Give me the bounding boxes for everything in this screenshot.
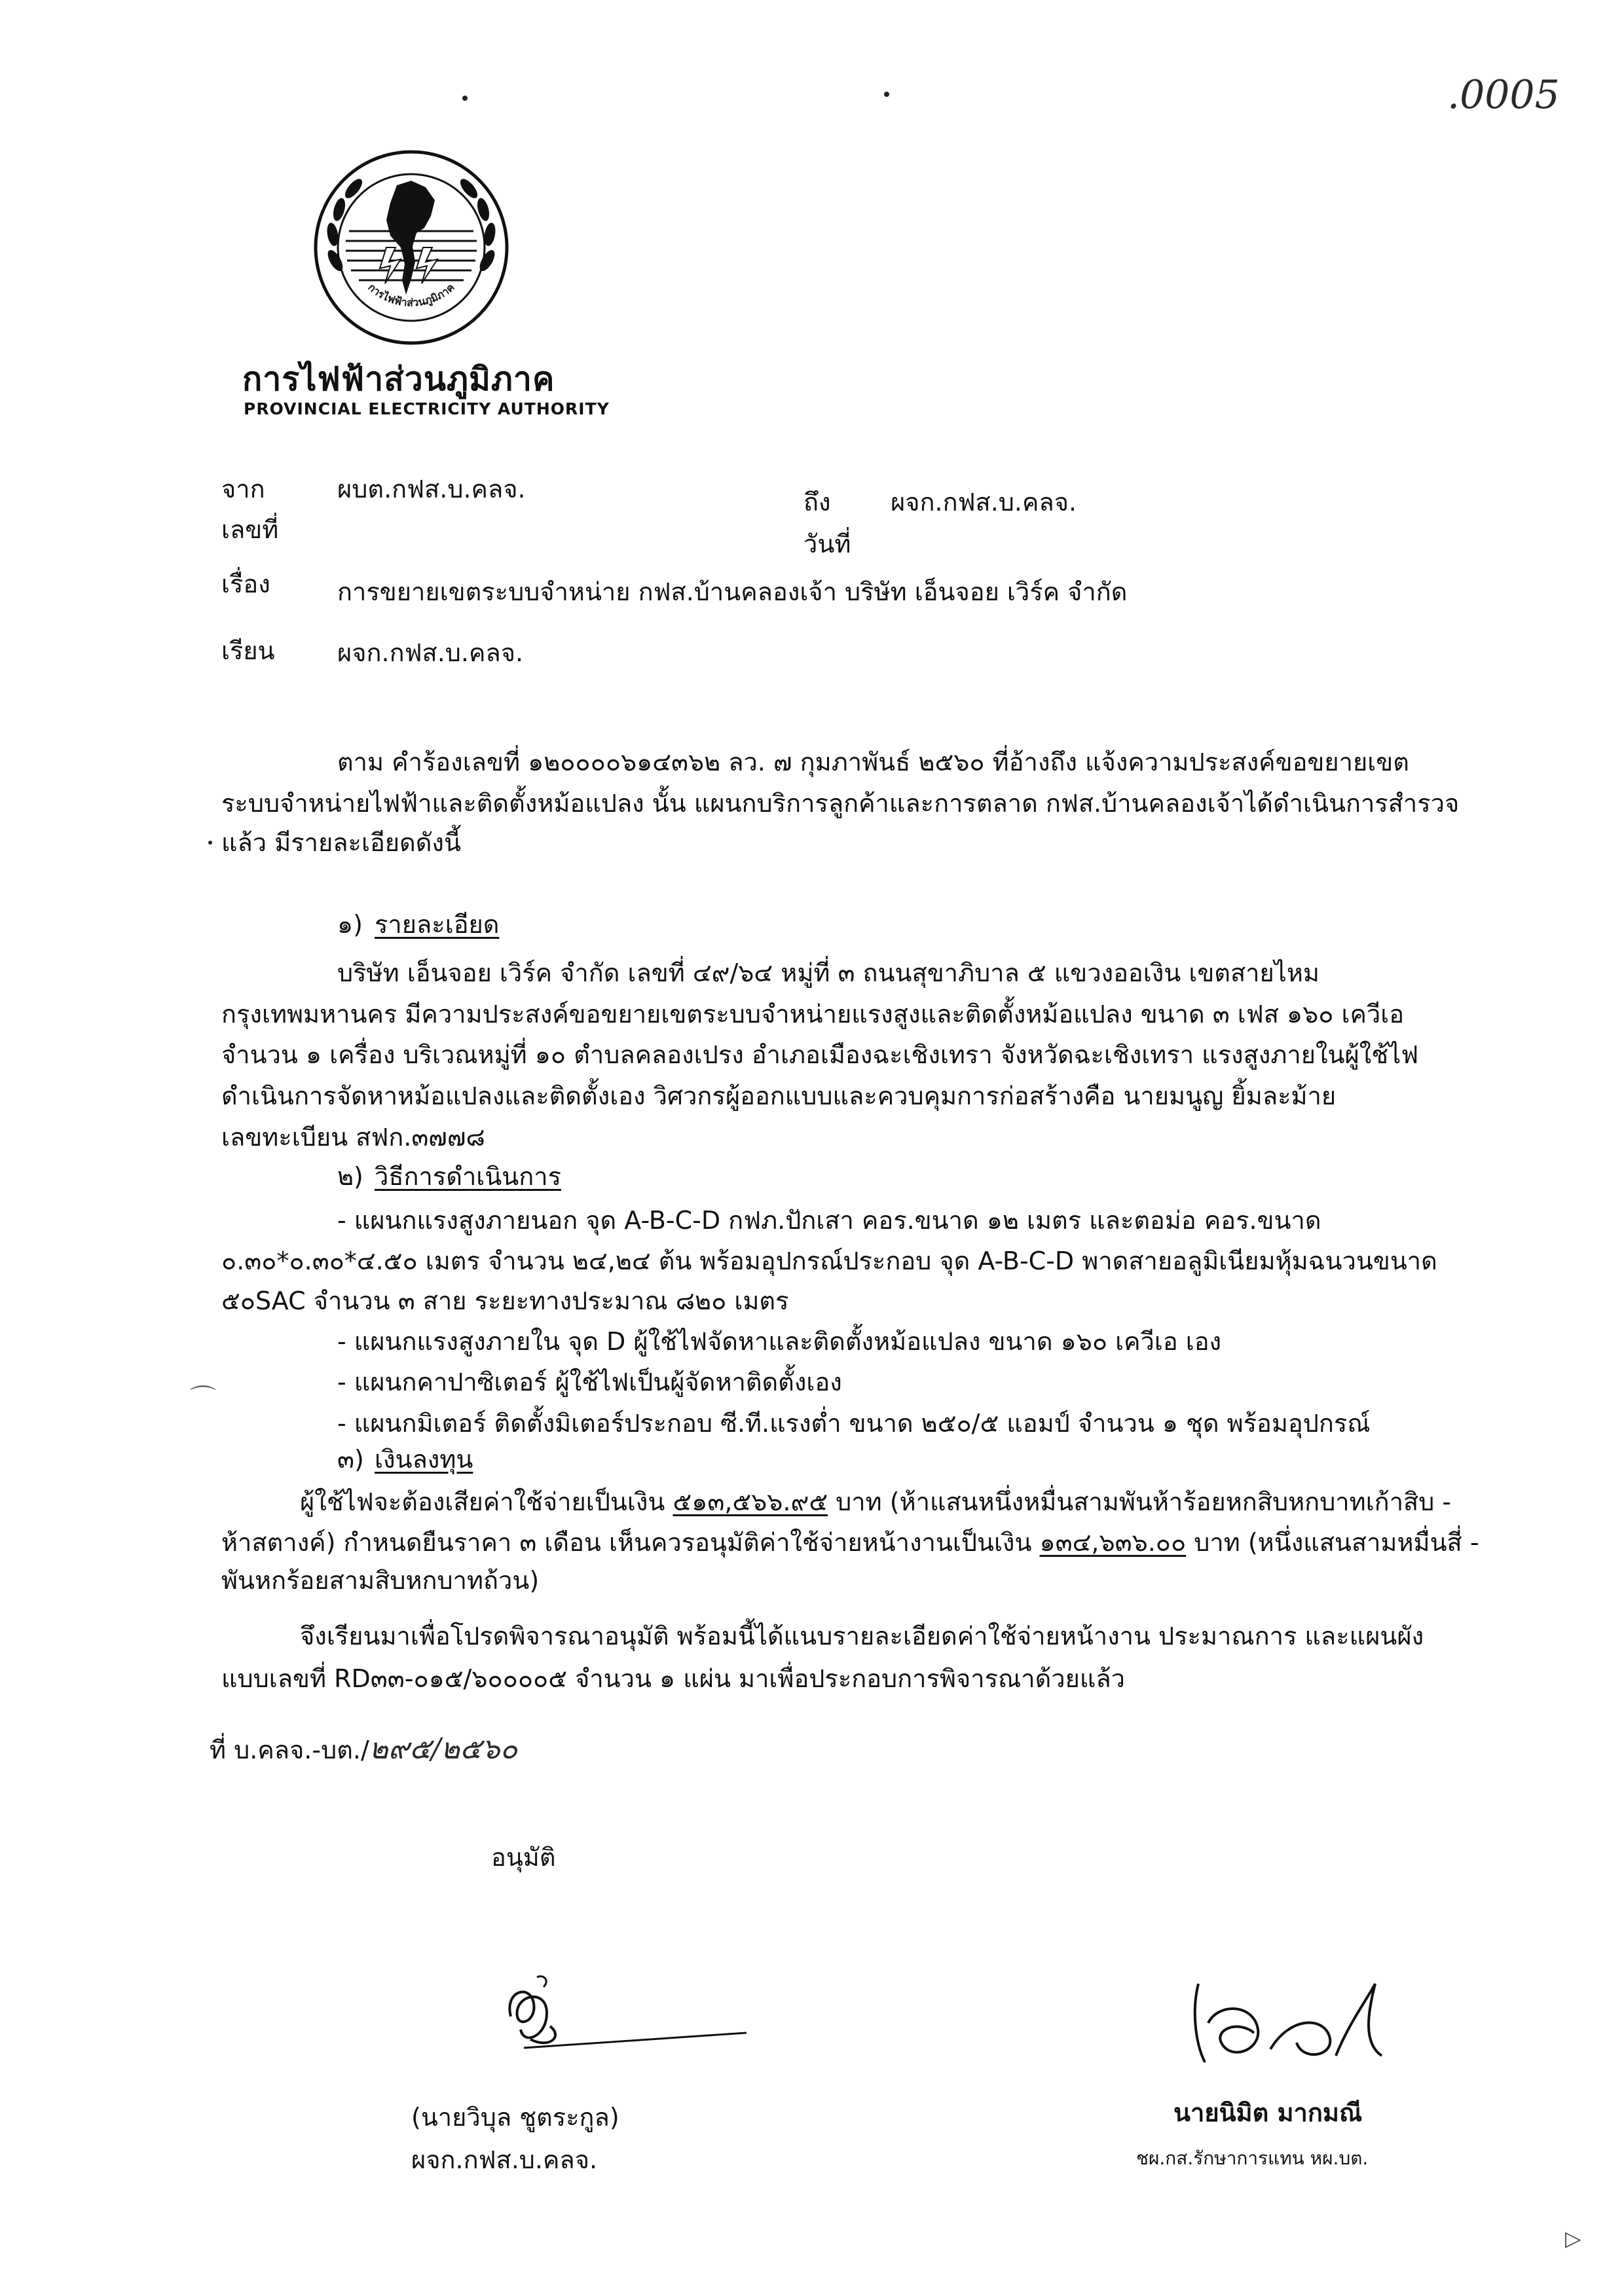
- signer-right-name: นายนิมิต มากมณี: [1173, 2098, 1363, 2127]
- org-name-en: PROVINCIAL ELECTRICITY AUTHORITY: [244, 399, 610, 418]
- section-1-title: รายละเอียด: [375, 910, 500, 939]
- closing-line-2: แบบเลขที่ RD๓๓-๐๑๕/๖๐๐๐๐๕ จำนวน ๑ แผ่น มาเพื่อประกอบการพิจารณาด้วยแล้ว: [221, 1664, 1125, 1693]
- section-2-title: วิธีการดำเนินการ: [375, 1162, 561, 1191]
- section-2-line: - แผนกคาปาซิเตอร์ ผู้ใช้ไฟเป็นผู้จัดหาติดตั้งเอง: [337, 1368, 842, 1396]
- investment-text: บาท (ห้าแสนหนึ่งหมื่นสามพันห้าร้อยหกสิบหกบาทเก้าสิบ -: [828, 1487, 1452, 1516]
- investment-text: บาท (หนึ่งแสนสามหมื่นสี่ -: [1186, 1528, 1479, 1557]
- page-number: .0005: [1447, 72, 1560, 118]
- section-1-line: จำนวน ๑ เครื่อง บริเวณหมู่ที่ ๑๐ ตำบลคลองเปรง อำเภอเมืองฉะเชิงเทรา จังหวัดฉะเชิงเทรา แรงสูงภายในผู้ใช้ไฟ: [221, 1040, 1419, 1069]
- section-1-line: เลขทะเบียน สฟก.๓๗๗๘: [221, 1123, 485, 1152]
- section-2-number: ๒): [337, 1162, 363, 1191]
- investment-line-2: [221, 1530, 1479, 1555]
- section-1-line: บริษัท เอ็นจอย เวิร์ค จำกัด เลขที่ ๔๙/๖๔ หมู่ที่ ๓ ถนนสุขาภิบาล ๕ แขวงออเงิน เขตสายไหม: [337, 958, 1320, 987]
- signature-left-icon: [485, 1964, 760, 2062]
- closing-line-1: จึงเรียนมาเพื่อโปรดพิจารณาอนุมัติ พร้อมนี้ได้แนบรายละเอียดค่าใช้จ่ายหน้างาน ประมาณการ และแผนผัง: [300, 1622, 1424, 1650]
- scan-speck: [462, 96, 468, 101]
- section-1-line: กรุงเทพมหานคร มีความประสงค์ขอขยายเขตระบบจำหน่ายแรงสูงและติดตั้งหม้อแปลง ขนาด ๓ เฟส ๑๖๐ เควีเอ: [221, 1000, 1405, 1029]
- scan-mark: ⌒: [190, 1384, 216, 1414]
- date-label: วันที่: [803, 530, 851, 558]
- org-name-th: การไฟฟ้าส่วนภูมิภาค: [242, 360, 555, 398]
- reference-number: [210, 1732, 518, 1766]
- to-value: ผจก.กฟส.บ.คลจ.: [891, 488, 1077, 517]
- investment-text: ผู้ใช้ไฟจะต้องเสียค่าใช้จ่ายเป็นเงิน: [300, 1487, 673, 1516]
- seal-text: การไฟฟ้าส่วนภูมิภาค: [365, 281, 457, 309]
- reference-handwritten: ๒๙๕/๒๕๖๐: [369, 1732, 518, 1766]
- section-1-number: ๑): [337, 910, 363, 939]
- scan-speck: [884, 92, 889, 97]
- number-label: เลขที่: [221, 515, 279, 544]
- approval-label: อนุมัติ: [491, 1843, 556, 1872]
- reference-printed: ที่ บ.คลจ.-บต./: [210, 1736, 369, 1764]
- investment-amount: ๕๑๓,๕๖๖.๙๕: [673, 1487, 828, 1516]
- scan-mark: ▷: [1565, 2226, 1581, 2251]
- investment-line-3: พันหกร้อยสามสิบหกบาทถ้วน): [221, 1566, 540, 1595]
- section-2-line: - แผนกแรงสูงภายนอก จุด A-B-C-D กฟภ.ปักเสา คอร.ขนาด ๑๒ เมตร และตอม่อ คอร.ขนาด: [337, 1206, 1321, 1235]
- to-label: ถึง: [803, 488, 831, 517]
- signer-right-title: ชผ.กส.รักษาการแทน หผ.บต.: [1136, 2147, 1369, 2169]
- section-2-line: ๕๐SAC จำนวน ๓ สาย ระยะทางประมาณ ๘๒๐ เมตร: [221, 1286, 789, 1315]
- section-2-line: ๐.๓๐*๐.๓๐*๔.๕๐ เมตร จำนวน ๒๔,๒๔ ต้น พร้อมอุปกรณ์ประกอบ จุด A-B-C-D พาดสายอลูมิเนียมหุ้มฉนวนขนาด: [221, 1247, 1437, 1275]
- approved-amount: ๑๓๔,๖๓๖.๐๐: [1039, 1528, 1187, 1557]
- pea-logo-icon: [313, 149, 509, 346]
- intro-line-2: ระบบจำหน่ายไฟฟ้าและติดตั้งหม้อแปลง นั้น แผนกบริการลูกค้าและการตลาด กฟส.บ้านคลองเจ้าได้ดำเนินการสำรวจ: [221, 789, 1460, 818]
- subject-value: การขยายเขตระบบจำหน่าย กฟส.บ้านคลองเจ้า บริษัท เอ็นจอย เวิร์ค จำกัด: [337, 577, 1128, 606]
- section-3-number: ๓): [337, 1445, 364, 1474]
- section-3-title: เงินลงทุน: [375, 1445, 473, 1474]
- intro-line-1: ตาม คำร้องเลขที่ ๑๒๐๐๐๐๖๑๔๓๖๒ ลว. ๗ กุมภาพันธ์ ๒๕๖๐ ที่อ้างถึง แจ้งความประสงค์ขอขยายเขต: [337, 748, 1409, 776]
- from-label: จาก: [221, 475, 265, 503]
- svg-text:การไฟฟ้าส่วนภูมิภาค: [365, 281, 456, 309]
- intro-line-3: แล้ว มีรายละเอียดดังนี้: [221, 828, 461, 857]
- subject-label: เรื่อง: [221, 570, 270, 598]
- investment-text: ห้าสตางค์) กำหนดยืนราคา ๓ เดือน เห็นควรอนุมัติค่าใช้จ่ายหน้างานเป็นเงิน: [221, 1528, 1040, 1557]
- dear-label: เรียน: [221, 636, 275, 665]
- section-2-line: - แผนกแรงสูงภายใน จุด D ผู้ใช้ไฟจัดหาและติดตั้งหม้อแปลง ขนาด ๑๖๐ เควีเอ เอง: [337, 1327, 1222, 1356]
- signature-right-icon: [1172, 1958, 1447, 2088]
- scan-speck: [208, 841, 212, 845]
- signer-left-name: (นายวิบุล ชูตระกูล): [411, 2103, 619, 2132]
- section-1-line: ดำเนินการจัดหาหม้อแปลงและติดตั้งเอง วิศวกรผู้ออกแบบและควบคุมการก่อสร้างคือ นายมนูญ ยิ้มละม้าย: [221, 1082, 1337, 1110]
- investment-line-1: [300, 1489, 1451, 1514]
- from-value: ผบต.กฟส.บ.คลจ.: [337, 475, 526, 503]
- section-2-line: - แผนกมิเตอร์ ติดตั้งมิเตอร์ประกอบ ซี.ที.แรงต่ำ ขนาด ๒๕๐/๕ แอมป์ จำนวน ๑ ชุด พร้อมอุปกรณ์: [337, 1409, 1371, 1438]
- dear-value: ผจก.กฟส.บ.คลจ.: [337, 638, 524, 667]
- signer-left-title: ผจก.กฟส.บ.คลจ.: [411, 2145, 598, 2174]
